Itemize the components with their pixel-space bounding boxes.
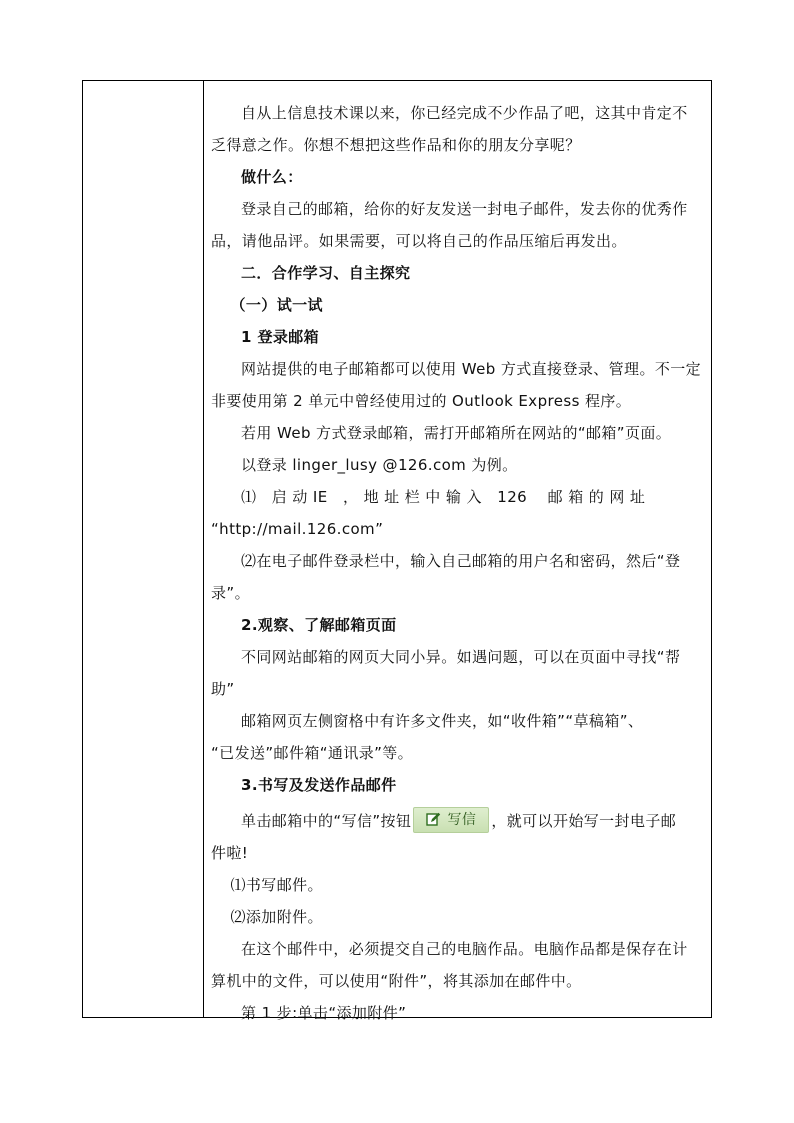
step-1-p4-line-2: “http://mail.126.com” bbox=[211, 520, 384, 538]
step-1-paragraph-2: 若用 Web 方式登录邮箱，需打开邮箱所在网站的“邮箱”页面。 bbox=[241, 424, 672, 442]
step-1-paragraph-5 bbox=[211, 545, 705, 609]
step-1-p1-line-1: 网站提供的电子邮箱都可以使用 Web 方式直接登录、管理。不一定 bbox=[241, 360, 702, 378]
step-3-item-1: ⑴书写邮件。 bbox=[230, 876, 323, 894]
step-3-paragraph-1 bbox=[211, 805, 705, 869]
step-2-p1-line-1: 不同网站邮箱的网页大同小异。如遇问题，可以在页面中寻找“帮 bbox=[241, 648, 681, 666]
write-button-label: 写信 bbox=[447, 811, 477, 828]
step-3-paragraph-2 bbox=[211, 933, 705, 997]
intro-paragraph bbox=[211, 97, 705, 161]
step-1-paragraph-4 bbox=[211, 481, 705, 545]
step-1-p4-line-1: ⑴ 启 动 IE ， 地 址 栏 中 输 入 126 邮 箱 的 网 址 bbox=[241, 488, 646, 506]
step-1-heading: 1 登录邮箱 bbox=[241, 328, 320, 346]
task-line-1: 登录自己的邮箱，给你的好友发送一封电子邮件，发去你的优秀作 bbox=[241, 200, 688, 218]
task-paragraph bbox=[211, 193, 705, 257]
step-2-paragraph-2 bbox=[211, 705, 705, 769]
step-1-p5-line-1: ⑵在电子邮件登录栏中，输入自己邮箱的用户名和密码，然后“登 bbox=[241, 552, 681, 570]
task-line-2: 品，请他品评。如果需要，可以将自己的作品压缩后再发出。 bbox=[211, 232, 627, 250]
step-2-p2-line-1: 邮箱网页左侧窗格中有许多文件夹，如“收件箱”“草稿箱”、 bbox=[241, 712, 644, 730]
left-column-cell bbox=[83, 81, 204, 1017]
step-2-paragraph-1 bbox=[211, 641, 705, 705]
step-3-paragraph-3: 第 1 步:单击“添加附件” bbox=[241, 1004, 407, 1022]
step-1-p5-line-2: 录”。 bbox=[211, 584, 250, 602]
step-2-p2-line-2: “已发送”邮件箱“通讯录”等。 bbox=[211, 744, 414, 762]
step-2-heading: 2.观察、了解邮箱页面 bbox=[241, 616, 397, 634]
intro-line-2: 乏得意之作。你想不想把这些作品和你的朋友分享呢？ bbox=[211, 136, 581, 154]
step-1-paragraph-3: 以登录 linger_lusy @126.com 为例。 bbox=[241, 456, 518, 474]
step-1-p1-line-2: 非要使用第 2 单元中曾经使用过的 Outlook Express 程序。 bbox=[211, 392, 632, 410]
step-3-p2-line-2: 算机中的文件，可以使用“附件”，将其添加在邮件中。 bbox=[211, 972, 582, 990]
edit-icon bbox=[426, 812, 441, 827]
intro-line-1: 自从上信息技术课以来，你已经完成不少作品了吧，这其中肯定不 bbox=[241, 104, 688, 122]
step-2-p1-line-2: 助” bbox=[211, 680, 235, 698]
write-button[interactable] bbox=[413, 807, 489, 833]
what-heading: 做什么： bbox=[241, 168, 303, 186]
right-column-cell bbox=[204, 81, 711, 1022]
step-3-p1-line-2: 件啦! bbox=[211, 844, 249, 862]
section-heading: 二．合作学习、自主探究 bbox=[241, 264, 411, 282]
lesson-table bbox=[82, 80, 712, 1022]
step-3-item-2: ⑵添加附件。 bbox=[230, 908, 323, 926]
step-3-p1-pre: 单击邮箱中的“写信”按钮 bbox=[241, 812, 412, 830]
step-3-heading: 3.书写及发送作品邮件 bbox=[241, 776, 397, 794]
step-3-p2-line-1: 在这个邮件中，必须提交自己的电脑作品。电脑作品都是保存在计 bbox=[241, 940, 688, 958]
subsection-heading: （一）试一试 bbox=[230, 296, 323, 314]
step-3-p1-post: ，就可以开始写一封电子邮 bbox=[491, 812, 677, 830]
step-3-p1-line-1 bbox=[211, 805, 705, 837]
step-1-paragraph-1 bbox=[211, 353, 705, 417]
